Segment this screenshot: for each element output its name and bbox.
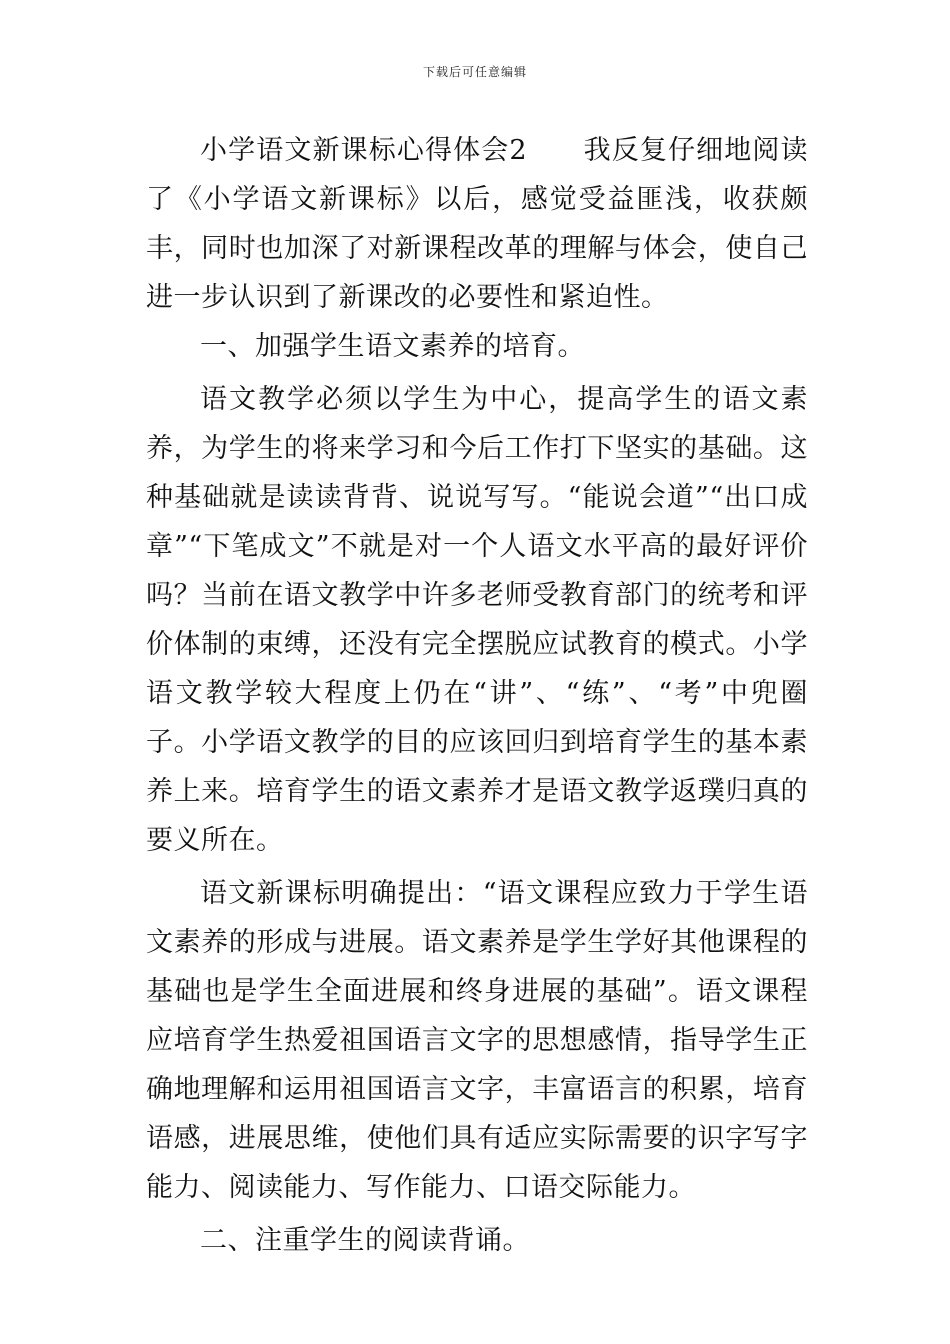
header-note: 下载后可任意编辑 xyxy=(422,65,527,79)
document-body xyxy=(146,126,808,1265)
paragraph-section-1-2: 语文新课标明确提出：“语文课程应致力于学生语文素养的形成与进展。语文素养是学生学好其他课程的基础也是学生全面进展和终身进展的基础”。语文课程应培育学生热爱祖国语言文字的思想感情，指导学生正确地理解和运用祖国语言文字，丰富语言的积累，培育语感，进展思维，使他们具有适应实际需要的识字写字能力、阅读能力、写作能力、口语交际能力。 xyxy=(146,878,808,1203)
intro-paragraph xyxy=(146,126,808,322)
paragraph-section-1-1: 语文教学必须以学生为中心，提高学生的语文素养，为学生的将来学习和今后工作打下坚实的基础。这种基础就是读读背背、说说写写。“能说会道”“出口成章”“下笔成文”不就是对一个人语文水平高的最好评价吗？当前在语文教学中许多老师受教育部门的统考和评价体制的束缚，还没有完全摆脱应试教育的模式。小学语文教学较大程度上仍在“讲”、“练”、“考”中兜圈子。小学语文教学的目的应该回归到培育学生的基本素养上来。培育学生的语文素养才是语文教学返璞归真的要义所在。 xyxy=(146,384,808,856)
section-heading-1: 一、加强学生语文素养的培育。 xyxy=(200,331,585,362)
section-heading-2: 二、注重学生的阅读背诵。 xyxy=(200,1225,530,1256)
intro-text: 我反复仔细地阅读了《小学语文新课标》以后，感觉受益匪浅，收获颇丰，同时也加深了对新课程改革的理解与体会，使自己进一步认识到了新课改的必要性和紧迫性。 xyxy=(146,135,809,313)
document-title: 小学语文新课标心得体会2 xyxy=(200,135,528,166)
